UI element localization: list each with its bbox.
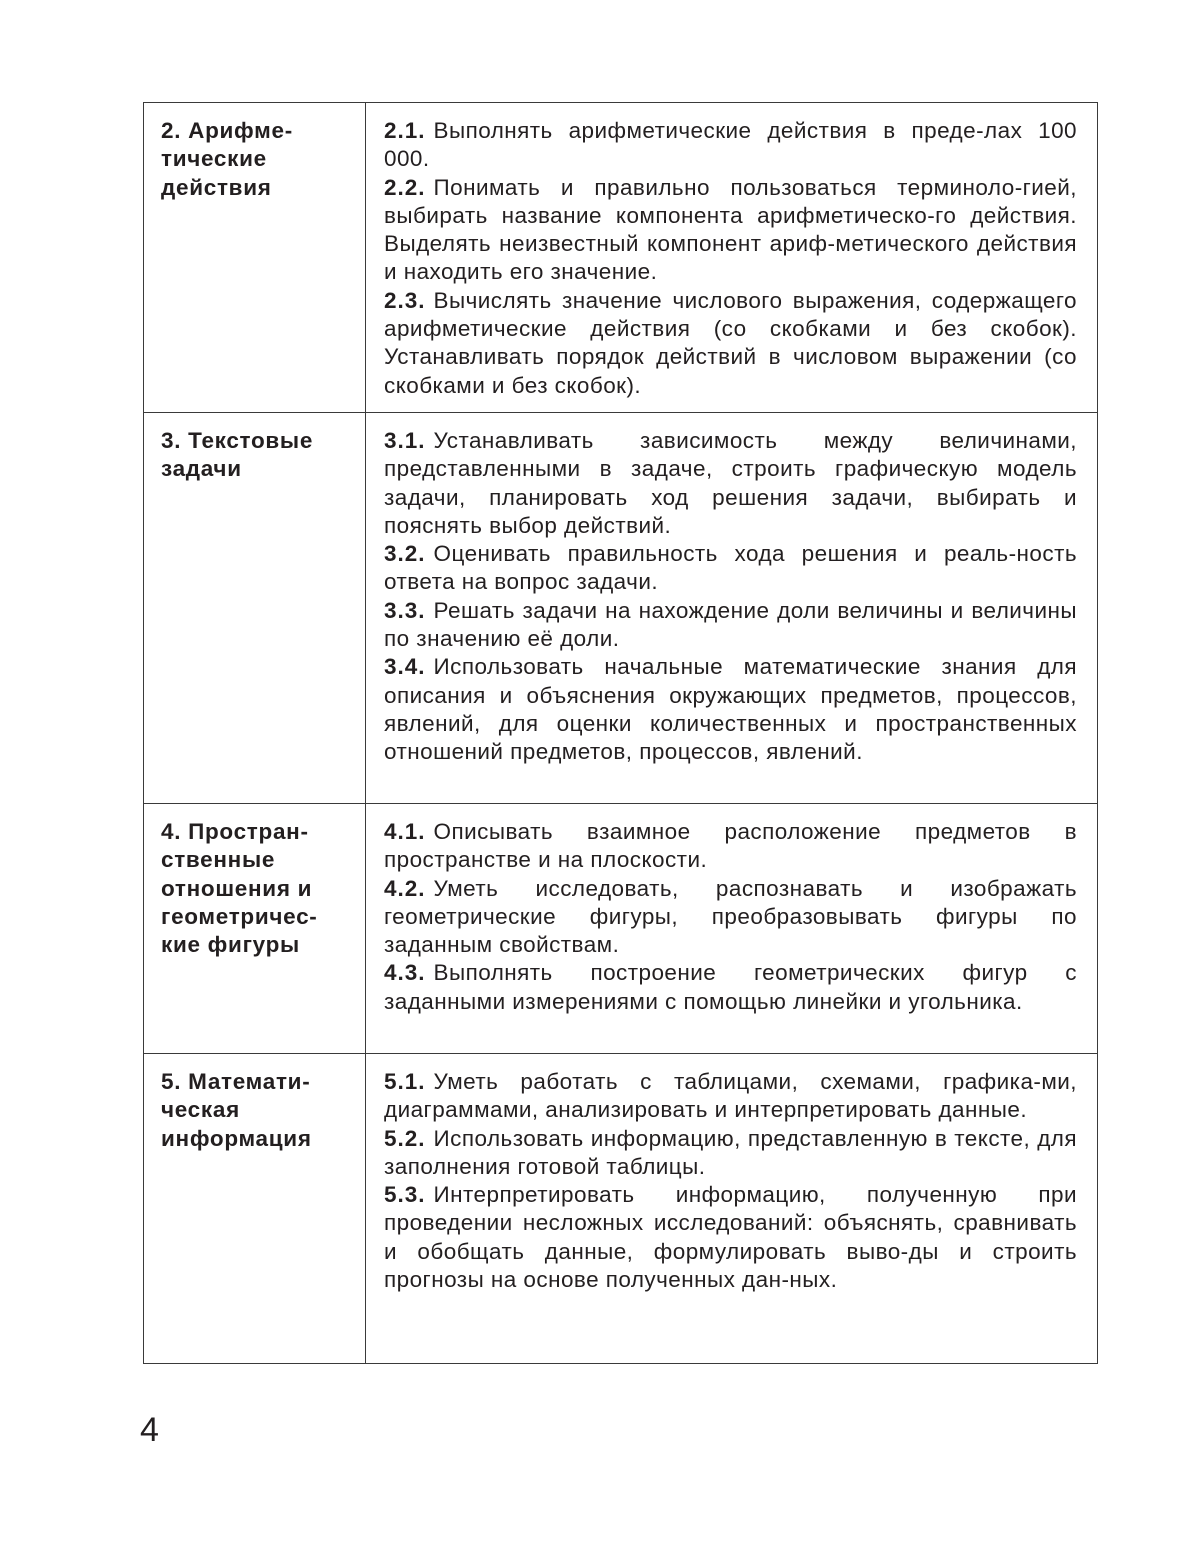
requirement-item	[384, 427, 1077, 540]
topic-cell	[144, 413, 366, 804]
requirement-item	[384, 597, 1077, 654]
page-number: 4	[140, 1411, 159, 1449]
requirement-item	[384, 287, 1077, 400]
requirement-number: 4.1.	[384, 819, 426, 844]
requirements-cell	[366, 1054, 1098, 1364]
requirements-cell	[366, 103, 1098, 413]
requirement-number: 4.3.	[384, 960, 426, 986]
requirement-item	[384, 117, 1077, 174]
requirement-number: 4.2.	[384, 875, 426, 901]
topic-label: 3. Текстовые задачи	[161, 428, 314, 482]
requirement-text: Использовать начальные математические знания для описания и объяснения окружающих предметов, процессов, явлений, для оценки количественных и пространственных отношений предметов, процессов, явлений.	[384, 654, 1077, 765]
requirement-text: Выполнять построение геометрических фигур с заданными измерениями с помощью линейки и угольника.	[384, 960, 1077, 1014]
requirement-number: 2.3.	[384, 287, 426, 313]
requirement-item	[384, 818, 1077, 875]
requirement-number: 3.3.	[384, 597, 426, 623]
requirement-text: Решать задачи на нахождение доли величины и величины по значению её доли.	[384, 597, 1077, 652]
requirement-text: Устанавливать зависимость между величинами, представленными в задаче, строить графическую модель задачи, планировать ход решения задачи, выбирать и пояснять выбор действий.	[384, 428, 1077, 538]
requirement-text: Интерпретировать информацию, полученную при проведении несложных исследований: объяснять, сравнивать и обобщать данные, формулировать выво-ды и строить прогнозы на основе полученных дан-ных.	[384, 1182, 1077, 1293]
requirement-item	[384, 653, 1077, 766]
requirement-item	[384, 540, 1077, 597]
requirement-number: 2.1.	[384, 118, 426, 143]
requirement-text: Использовать информацию, представленную в тексте, для заполнения готовой таблицы.	[384, 1125, 1077, 1179]
requirement-item	[384, 1181, 1077, 1294]
table-row	[144, 103, 1098, 413]
requirement-number: 5.1.	[384, 1069, 426, 1094]
requirement-number: 3.4.	[384, 654, 426, 680]
requirement-text: Выполнять арифметические действия в преде-лах 100 000.	[384, 118, 1077, 172]
topic-cell	[144, 1054, 366, 1364]
topic-cell	[144, 804, 366, 1054]
table-row	[144, 804, 1098, 1054]
requirement-item	[384, 959, 1077, 1016]
requirement-text: Вычислять значение числового выражения, содержащего арифметические действия (со скобками и без скобок). Устанавливать порядок действий в числовом выражении (со скобками и без скобок).	[384, 287, 1077, 398]
topic-label: 2. Арифме- тические действия	[161, 118, 293, 200]
requirement-number: 5.2.	[384, 1125, 426, 1151]
requirements-cell	[366, 413, 1098, 804]
requirement-item	[384, 1125, 1077, 1182]
requirement-text: Оценивать правильность хода решения и реаль-ность ответа на вопрос задачи.	[384, 541, 1077, 595]
requirements-table	[143, 102, 1098, 1364]
table-row	[144, 413, 1098, 804]
requirement-text: Описывать взаимное расположение предметов в пространстве и на плоскости.	[384, 819, 1077, 873]
requirements-cell	[366, 804, 1098, 1054]
table-row	[144, 1054, 1098, 1364]
requirement-number: 5.3.	[384, 1182, 426, 1208]
topic-label: 4. Простран- ственные отношения и геометричес- кие фигуры	[161, 819, 318, 958]
requirement-item	[384, 875, 1077, 960]
topic-cell	[144, 103, 366, 413]
requirement-text: Уметь исследовать, распознавать и изображать геометрические фигуры, преобразовывать фигуры по заданным свойствам.	[384, 875, 1077, 958]
requirement-item	[384, 174, 1077, 287]
requirement-number: 3.1.	[384, 428, 426, 453]
requirement-number: 2.2.	[384, 174, 426, 200]
topic-label: 5. Математи- ческая информация	[161, 1069, 312, 1151]
requirement-number: 3.2.	[384, 541, 426, 567]
requirement-text: Понимать и правильно пользоваться терминоло-гией, выбирать название компонента арифметическо-го действия. Выделять неизвестный компонент ариф-метического действия и находить его значение.	[384, 174, 1077, 285]
requirement-item	[384, 1068, 1077, 1125]
requirement-text: Уметь работать с таблицами, схемами, графика-ми, диаграммами, анализировать и интерпретировать данные.	[384, 1069, 1077, 1123]
